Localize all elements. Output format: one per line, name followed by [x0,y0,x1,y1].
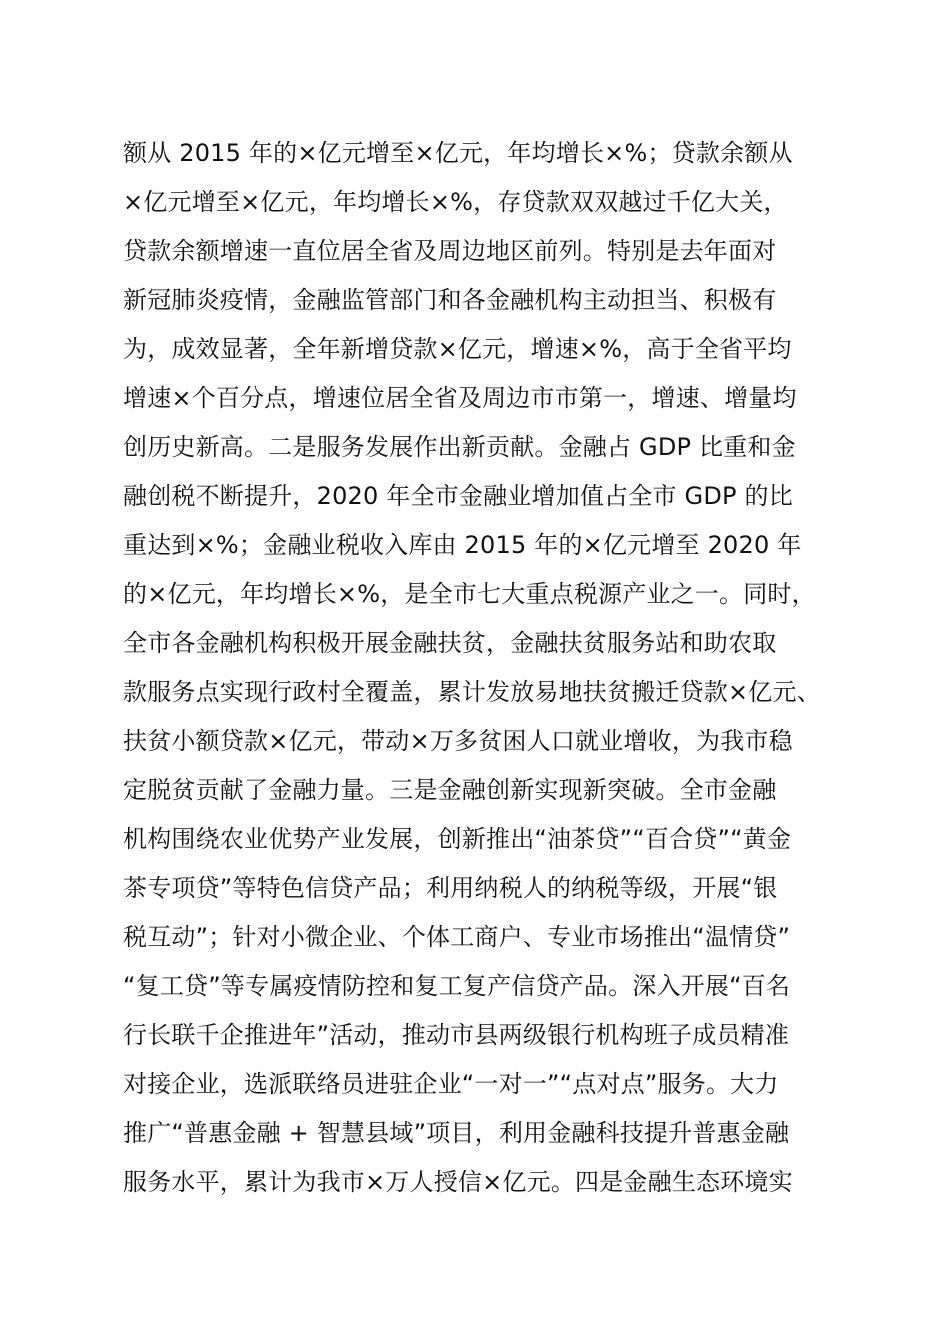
text-line: 融创税不断提升，2020 年全市金融业增加值占全市 GDP 的比 [123,482,793,510]
text-line: 重达到×%；金融业税收入库由 2015 年的×亿元增至 2020 年 [123,531,802,559]
text-line: 增速×个百分点，增速位居全省及周边市市第一，增速、增量均 [123,384,797,412]
text-line: 茶专项贷”等特色信贷产品；利用纳税人的纳税等级，开展“银 [123,874,778,902]
text-line: “复工贷”等专属疫情防控和复工复产信贷产品。深入开展“百名 [123,972,791,1000]
body-text [123,129,843,1207]
text-line: 行长联千企推进年”活动，推动市县两级银行机构班子成员精准 [123,1021,790,1049]
text-line: 为，成效显著，全年新增贷款×亿元，增速×%，高于全省平均 [123,335,792,363]
text-line: 定脱贫贡献了金融力量。三是金融创新实现新突破。全市金融 [123,776,777,804]
text-line: 的×亿元，年均增长×%，是全市七大重点税源产业之一。同时， [123,580,816,608]
text-line: ×亿元增至×亿元，年均增长×%，存贷款双双越过千亿大关， [123,188,788,216]
text-line: 全市各金融机构积极开展金融扶贫，金融扶贫服务站和助农取 [123,629,777,657]
text-line: 服务水平，累计为我市×万人授信×亿元。四是金融生态环境实 [123,1168,793,1196]
text-line: 对接企业，选派联络员进驻企业“一对一”“点对点”服务。大力 [123,1070,779,1098]
text-line: 机构围绕农业优势产业发展，创新推出“油茶贷”“百合贷”“黄金 [123,825,792,853]
text-line: 推广“普惠金融 + 智慧县域”项目，利用金融科技提升普惠金融 [123,1119,790,1147]
text-line: 扶贫小额贷款×亿元，带动×万多贫困人口就业增收，为我市稳 [123,727,793,755]
text-line: 款服务点实现行政村全覆盖，累计发放易地扶贫搬迁贷款×亿元、 [123,678,821,706]
text-line: 额从 2015 年的×亿元增至×亿元，年均增长×%；贷款余额从 [123,139,793,167]
text-line: 新冠肺炎疫情，金融监管部门和各金融机构主动担当、积极有 [123,286,777,314]
text-line: 贷款余额增速一直位居全省及周边地区前列。特别是去年面对 [123,237,777,265]
text-line: 税互动”；针对小微企业、个体工商户、专业市场推出“温情贷” [123,923,791,951]
text-line: 创历史新高。二是服务发展作出新贡献。金融占 GDP 比重和金 [123,433,796,461]
